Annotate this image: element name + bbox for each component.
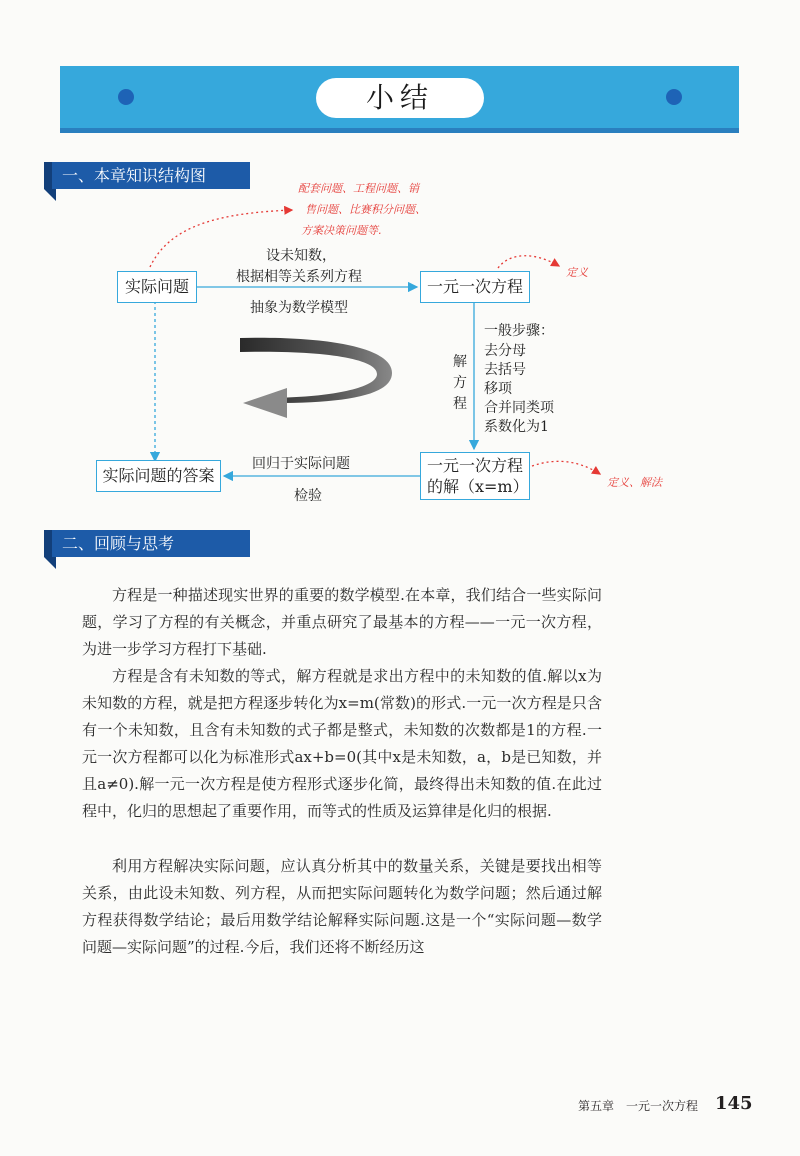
step-item: 去括号 <box>484 362 526 378</box>
red-arrow-definition <box>498 256 559 268</box>
steps-title: 一般步骤： <box>484 323 554 339</box>
node-solution <box>420 452 530 500</box>
note-problem-types-1: 配套问题、工程问题、销 <box>298 182 419 195</box>
paragraph-2: 方程是含有未知数的等式，解方程就是求出方程中的未知数的值.解以x为未知数的方程，就是把方程逐步转化为x=m(常数)的形式.一元一次方程是只含有一个未知数，且含有未知数的式子都是整式，未知数的次数都是1的方程.一元一次方程都可以化为标准形式ax+b=0(其中x是未知数，a，b是已知数，并且a≠0).解一元一次方程是使方程形式逐步化简，最终得出未知数的值.在此过程中，化归的思想起了重要作用，而等式的性质及运算律是化归的根据. <box>82 667 602 820</box>
page-number: 145 <box>715 1093 753 1114</box>
label-solve-2: 方 <box>453 375 467 391</box>
footer-chapter: 第五章 一元一次方程 <box>578 1099 699 1113</box>
note-problem-types-3: 方案决策问题等. <box>301 224 382 237</box>
section-heading-structure: 一、本章知识结构图 <box>44 162 250 189</box>
red-arrow-definition-solution <box>532 461 600 474</box>
cycle-loop-arrowhead <box>243 388 287 418</box>
node-real-problem: 实际问题 <box>117 271 197 303</box>
node-solution-line1: 一元一次方程 <box>427 456 524 475</box>
label-solve-1: 解 <box>453 354 467 370</box>
cycle-loop-arrow <box>240 338 392 403</box>
paragraph-1: 方程是一种描述现实世界的重要的数学模型.在本章，我们结合一些实际问题，学习了方程的有关概念，并重点研究了最基本的方程——一元一次方程，为进一步学习方程打下基础. <box>82 586 602 658</box>
label-set-unknown: 设未知数， <box>266 248 336 264</box>
node-solution-line2: 的解（x=m） <box>427 477 529 496</box>
node-linear-equation: 一元一次方程 <box>420 271 530 303</box>
label-abstract-model: 抽象为数学模型 <box>250 300 348 316</box>
label-find-relation: 根据相等关系列方程 <box>236 269 362 285</box>
note-definition: 定义 <box>566 266 588 279</box>
step-item: 合并同类项 <box>484 400 554 416</box>
page-title: 小结 <box>316 78 484 118</box>
note-definition-solution: 定义、解法 <box>607 476 662 489</box>
step-item: 去分母 <box>484 343 526 359</box>
label-solve-3: 程 <box>453 396 467 412</box>
paragraph-3: 利用方程解决实际问题，应认真分析其中的数量关系，关键是要找出相等关系，由此设未知数、列方程，从而把实际问题转化为数学问题；然后通过解方程获得数学结论；最后用数学结论解释实际问题.这是一个“实际问题—数学问题—实际问题”的过程.今后，我们还将不断经历这 <box>82 857 602 956</box>
section-heading-review: 二、回顾与思考 <box>44 530 250 557</box>
label-return: 回归于实际问题 <box>252 456 350 472</box>
node-answer: 实际问题的答案 <box>96 460 221 492</box>
step-item: 移项 <box>484 381 512 397</box>
note-problem-types-2: 售问题、比赛积分问题、 <box>305 203 426 216</box>
step-item: 系数化为1 <box>484 419 549 435</box>
label-check: 检验 <box>294 488 322 504</box>
